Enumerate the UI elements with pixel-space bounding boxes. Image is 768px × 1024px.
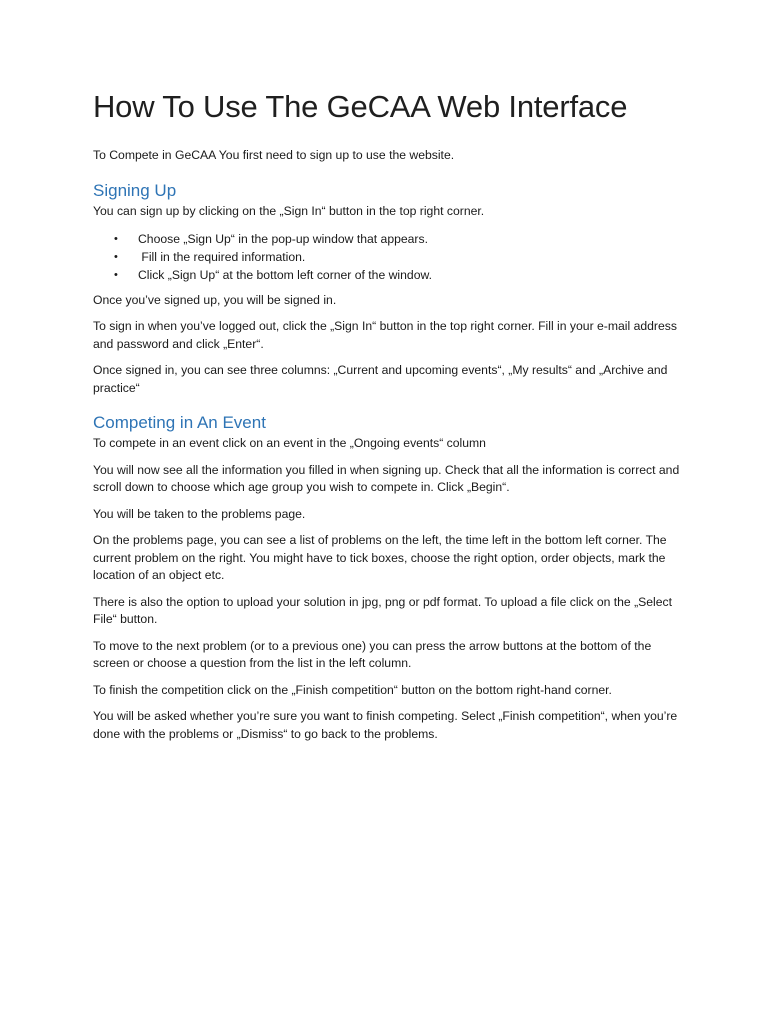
paragraph: You will be asked whether you’re sure you want to finish competing. Select „Finish competition“, when you’re done with the problems or „Dismiss“ to go back to the problems.	[93, 709, 678, 741]
section-heading-signing-up: Signing Up	[93, 180, 177, 200]
list-item	[93, 248, 683, 266]
paragraph: On the problems page, you can see a list of problems on the left, the time left in the bottom left corner. The current problem on the right. You might have to tick boxes, choose the right option, order objects, mark the location of an object etc.	[93, 533, 667, 583]
paragraph: You will now see all the information you filled in when signing up. Check that all the information is correct and scroll down to choose which age group you wish to compete in. Click „Begin“.	[93, 462, 680, 495]
bullet-text: Click „Sign Up“ at the bottom left corner of the window.	[138, 267, 432, 282]
list-item	[93, 266, 683, 284]
intro-paragraph: To Compete in GeCAA You first need to sign up to use the website.	[93, 148, 455, 163]
bullet-icon: •	[114, 268, 118, 281]
bullet-icon: •	[114, 250, 118, 263]
paragraph: To compete in an event click on an event in the „Ongoing events“ column	[93, 436, 486, 451]
paragraph: There is also the option to upload your solution in jpg, png or pdf format. To upload a file click on the „Select File“ button.	[93, 594, 673, 627]
paragraph: Once signed in, you can see three columns: „Current and upcoming events“, „My results“ and „Archive and practice“	[93, 363, 668, 395]
signing-up-lead: You can sign up by clicking on the „Sign In“ button in the top right corner.	[93, 204, 485, 219]
list-item	[93, 230, 683, 248]
paragraph: To move to the next problem (or to a previous one) you can press the arrow buttons at the bottom of the screen or choose a question from the list in the left column.	[93, 638, 652, 671]
paragraph: You will be taken to the problems page.	[93, 506, 306, 521]
paragraph: To sign in when you’ve logged out, click the „Sign In“ button in the top right corner. Fill in your e-mail address and password and click „Enter“.	[93, 319, 677, 351]
paragraph: Once you’ve signed up, you will be signed in.	[93, 292, 337, 307]
document-body	[93, 88, 683, 752]
bullet-text: Fill in the required information.	[138, 249, 306, 264]
bullet-text: Choose „Sign Up“ in the pop-up window that appears.	[138, 231, 428, 246]
paragraph: To finish the competition click on the „Finish competition“ button on the bottom right-hand corner.	[93, 682, 612, 697]
bullet-icon: •	[114, 232, 118, 245]
signing-up-steps	[93, 230, 683, 284]
section-heading-competing: Competing in An Event	[93, 413, 266, 433]
document-title: How To Use The GeCAA Web Interface	[93, 89, 628, 124]
